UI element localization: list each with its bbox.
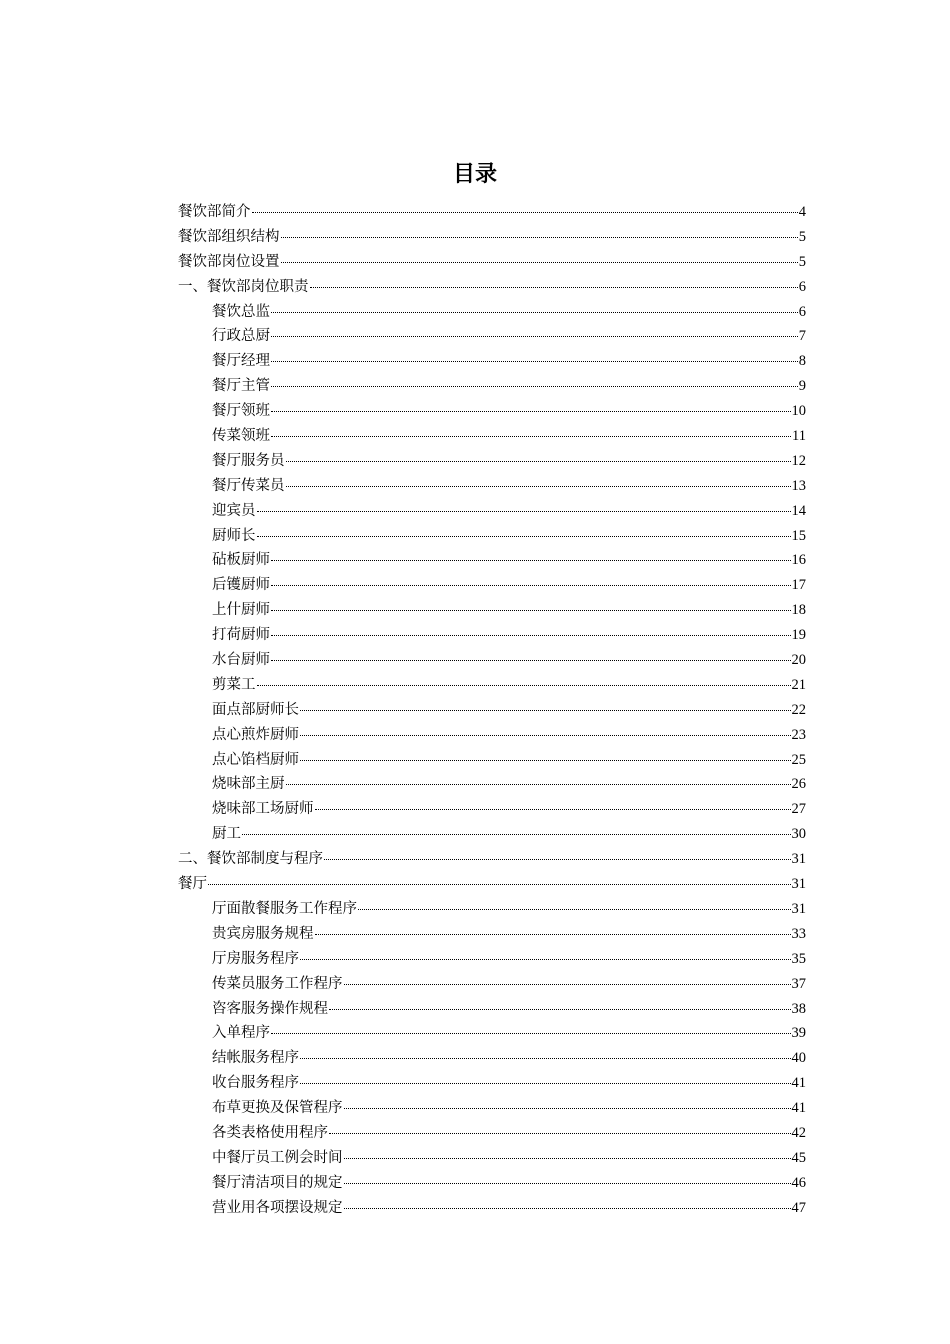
toc-entry[interactable] xyxy=(178,797,806,822)
toc-page-number: 26 xyxy=(791,776,806,793)
toc-entry-text: 厅房服务程序 xyxy=(212,950,299,967)
toc-entry-text: 餐厅服务员 xyxy=(212,452,285,469)
toc-page-number: 14 xyxy=(791,502,806,519)
toc-entry[interactable] xyxy=(178,1196,806,1221)
toc-entry-text: 传菜领班 xyxy=(212,428,270,445)
toc-list xyxy=(178,200,806,1221)
toc-entry[interactable] xyxy=(178,648,806,673)
toc-dot-leader xyxy=(257,536,791,537)
toc-dot-leader xyxy=(271,312,798,313)
toc-entry-text: 餐饮部岗位设置 xyxy=(178,253,280,270)
toc-entry-text: 烧味部工场厨师 xyxy=(212,801,314,818)
toc-dot-leader xyxy=(286,784,791,785)
toc-entry-text: 面点部厨师长 xyxy=(212,701,299,718)
toc-page-number: 6 xyxy=(798,278,806,295)
toc-entry[interactable] xyxy=(178,1071,806,1096)
toc-dot-leader xyxy=(271,361,798,362)
toc-entry[interactable] xyxy=(178,947,806,972)
toc-entry[interactable] xyxy=(178,200,806,225)
toc-entry-text: 打荷厨师 xyxy=(212,627,270,644)
toc-dot-leader xyxy=(208,884,791,885)
toc-dot-leader xyxy=(271,411,791,412)
toc-entry[interactable] xyxy=(178,822,806,847)
toc-page-number: 19 xyxy=(791,627,806,644)
toc-entry-text: 餐厅领班 xyxy=(212,403,270,420)
toc-entry[interactable] xyxy=(178,1121,806,1146)
toc-title: 目录 xyxy=(452,162,497,187)
toc-entry[interactable] xyxy=(178,748,806,773)
toc-page-number: 27 xyxy=(791,801,806,818)
toc-entry-text: 一、餐饮部岗位职责 xyxy=(178,278,309,295)
toc-page-number: 45 xyxy=(791,1149,806,1166)
toc-dot-leader xyxy=(281,237,798,238)
toc-page-number: 13 xyxy=(791,477,806,494)
toc-page-number: 5 xyxy=(798,228,806,245)
toc-page-number: 31 xyxy=(791,851,806,868)
toc-entry[interactable] xyxy=(178,374,806,399)
toc-page-number: 10 xyxy=(791,403,806,420)
toc-page-number: 20 xyxy=(791,652,806,669)
toc-page-number: 8 xyxy=(798,353,806,370)
toc-entry-text: 餐饮总监 xyxy=(212,303,270,320)
toc-entry-text: 餐饮部简介 xyxy=(178,204,251,220)
toc-entry-text: 餐厅主管 xyxy=(212,378,270,395)
toc-page-number: 12 xyxy=(791,452,806,469)
toc-entry-text: 上什厨师 xyxy=(212,602,270,619)
toc-dot-leader xyxy=(329,1133,791,1134)
toc-dot-leader xyxy=(358,909,791,910)
toc-dot-leader xyxy=(344,1108,791,1109)
toc-entry-text: 贵宾房服务规程 xyxy=(212,925,314,942)
toc-entry-text: 迎宾员 xyxy=(212,502,256,519)
toc-dot-leader xyxy=(252,212,798,213)
toc-entry[interactable] xyxy=(178,922,806,947)
toc-page-number: 4 xyxy=(798,204,806,220)
toc-dot-leader xyxy=(315,934,791,935)
toc-entry[interactable] xyxy=(178,250,806,275)
toc-entry-text: 点心馅档厨师 xyxy=(212,751,299,768)
toc-entry[interactable] xyxy=(178,573,806,598)
toc-entry[interactable] xyxy=(178,349,806,374)
toc-page-number: 38 xyxy=(791,1000,806,1017)
toc-entry-text: 餐厅 xyxy=(178,876,207,893)
toc-entry-text: 结帐服务程序 xyxy=(212,1050,299,1067)
toc-dot-leader xyxy=(324,859,791,860)
toc-dot-leader xyxy=(300,1058,791,1059)
toc-dot-leader xyxy=(344,1208,791,1209)
toc-entry[interactable] xyxy=(178,723,806,748)
toc-entry[interactable] xyxy=(178,300,806,325)
toc-dot-leader xyxy=(300,710,791,711)
toc-entry[interactable] xyxy=(178,548,806,573)
toc-entry-text: 餐厅清洁项目的规定 xyxy=(212,1174,343,1191)
toc-dot-leader xyxy=(271,660,791,661)
toc-dot-leader xyxy=(329,1009,791,1010)
toc-entry[interactable] xyxy=(178,499,806,524)
toc-entry-text: 剪菜工 xyxy=(212,676,256,693)
toc-dot-leader xyxy=(271,610,791,611)
toc-dot-leader xyxy=(344,1158,791,1159)
toc-entry[interactable] xyxy=(178,1171,806,1196)
toc-entry-text: 厅面散餐服务工作程序 xyxy=(212,900,357,917)
toc-dot-leader xyxy=(344,984,791,985)
toc-dot-leader xyxy=(300,959,791,960)
toc-entry-text: 收台服务程序 xyxy=(212,1075,299,1092)
toc-dot-leader xyxy=(310,287,798,288)
toc-entry-text: 厨工 xyxy=(212,826,241,843)
toc-entry-text: 后镬厨师 xyxy=(212,577,270,594)
toc-entry[interactable] xyxy=(178,399,806,424)
toc-entry[interactable] xyxy=(178,1021,806,1046)
toc-entry-text: 水台厨师 xyxy=(212,652,270,669)
toc-dot-leader xyxy=(271,585,791,586)
toc-dot-leader xyxy=(257,511,791,512)
toc-page-number: 35 xyxy=(791,950,806,967)
toc-entry[interactable] xyxy=(178,598,806,623)
toc-entry[interactable] xyxy=(178,474,806,499)
toc-entry[interactable] xyxy=(178,872,806,897)
toc-dot-leader xyxy=(300,1083,791,1084)
toc-entry[interactable] xyxy=(178,275,806,300)
toc-entry[interactable] xyxy=(178,698,806,723)
toc-entry-text: 布草更换及保管程序 xyxy=(212,1100,343,1117)
toc-entry[interactable] xyxy=(178,449,806,474)
toc-page-number: 31 xyxy=(791,900,806,917)
toc-page-number: 15 xyxy=(791,527,806,544)
toc-page-number: 9 xyxy=(798,378,806,395)
toc-entry-text: 入单程序 xyxy=(212,1025,270,1042)
toc-dot-leader xyxy=(286,486,791,487)
toc-entry[interactable] xyxy=(178,225,806,250)
toc-entry-text: 餐饮部组织结构 xyxy=(178,228,280,245)
toc-entry[interactable] xyxy=(178,897,806,922)
toc-page-number: 21 xyxy=(791,676,806,693)
toc-page-number: 16 xyxy=(791,552,806,569)
toc-dot-leader xyxy=(315,809,791,810)
toc-page-number: 30 xyxy=(791,826,806,843)
toc-page-number: 5 xyxy=(798,253,806,270)
toc-entry-text: 行政总厨 xyxy=(212,328,270,345)
toc-page-number: 42 xyxy=(791,1124,806,1141)
toc-dot-leader xyxy=(257,685,791,686)
toc-entry-text: 中餐厅员工例会时间 xyxy=(212,1149,343,1166)
toc-page-number: 6 xyxy=(798,303,806,320)
toc-entry[interactable] xyxy=(178,324,806,349)
toc-page-number: 31 xyxy=(791,876,806,893)
toc-page-number: 23 xyxy=(791,726,806,743)
toc-entry-text: 点心煎炸厨师 xyxy=(212,726,299,743)
toc-entry-text: 砧板厨师 xyxy=(212,552,270,569)
toc-entry-text: 厨师长 xyxy=(212,527,256,544)
toc-entry-text: 咨客服务操作规程 xyxy=(212,1000,328,1017)
toc-dot-leader xyxy=(271,635,791,636)
toc-entry-text: 餐厅经理 xyxy=(212,353,270,370)
toc-page-number: 25 xyxy=(791,751,806,768)
toc-page-number: 18 xyxy=(791,602,806,619)
toc-entry[interactable] xyxy=(178,424,806,449)
toc-page-number: 41 xyxy=(791,1100,806,1117)
toc-entry[interactable] xyxy=(178,1146,806,1171)
toc-entry-text: 烧味部主厨 xyxy=(212,776,285,793)
toc-entry[interactable] xyxy=(178,847,806,872)
toc-page-number: 47 xyxy=(791,1199,806,1216)
toc-dot-leader xyxy=(271,336,798,337)
toc-entry[interactable] xyxy=(178,623,806,648)
toc-page-number: 46 xyxy=(791,1174,806,1191)
toc-page-number: 7 xyxy=(798,328,806,345)
toc-dot-leader xyxy=(344,1183,791,1184)
toc-entry[interactable] xyxy=(178,1096,806,1121)
toc-page-number: 22 xyxy=(791,701,806,718)
toc-page-number: 17 xyxy=(791,577,806,594)
toc-page-number: 39 xyxy=(791,1025,806,1042)
toc-dot-leader xyxy=(242,834,791,835)
toc-dot-leader xyxy=(271,1033,791,1034)
toc-dot-leader xyxy=(300,735,791,736)
toc-page-number: 11 xyxy=(792,428,806,445)
toc-entry[interactable] xyxy=(178,1046,806,1071)
toc-entry-text: 餐厅传菜员 xyxy=(212,477,285,494)
toc-entry-text: 营业用各项摆设规定 xyxy=(212,1199,343,1216)
toc-entry-text: 二、餐饮部制度与程序 xyxy=(178,851,323,868)
toc-page-number: 33 xyxy=(791,925,806,942)
toc-entry[interactable] xyxy=(178,673,806,698)
toc-entry-text: 各类表格使用程序 xyxy=(212,1124,328,1141)
toc-dot-leader xyxy=(286,461,791,462)
toc-entry[interactable] xyxy=(178,972,806,997)
toc-dot-leader xyxy=(271,560,791,561)
toc-dot-leader xyxy=(271,386,798,387)
toc-dot-leader xyxy=(271,436,791,437)
toc-entry[interactable] xyxy=(178,524,806,549)
toc-page-number: 41 xyxy=(791,1075,806,1092)
toc-dot-leader xyxy=(281,262,798,263)
toc-entry[interactable] xyxy=(178,997,806,1022)
toc-entry-text: 传菜员服务工作程序 xyxy=(212,975,343,992)
toc-dot-leader xyxy=(300,760,791,761)
toc-page-number: 40 xyxy=(791,1050,806,1067)
toc-entry[interactable] xyxy=(178,772,806,797)
toc-page-number: 37 xyxy=(791,975,806,992)
